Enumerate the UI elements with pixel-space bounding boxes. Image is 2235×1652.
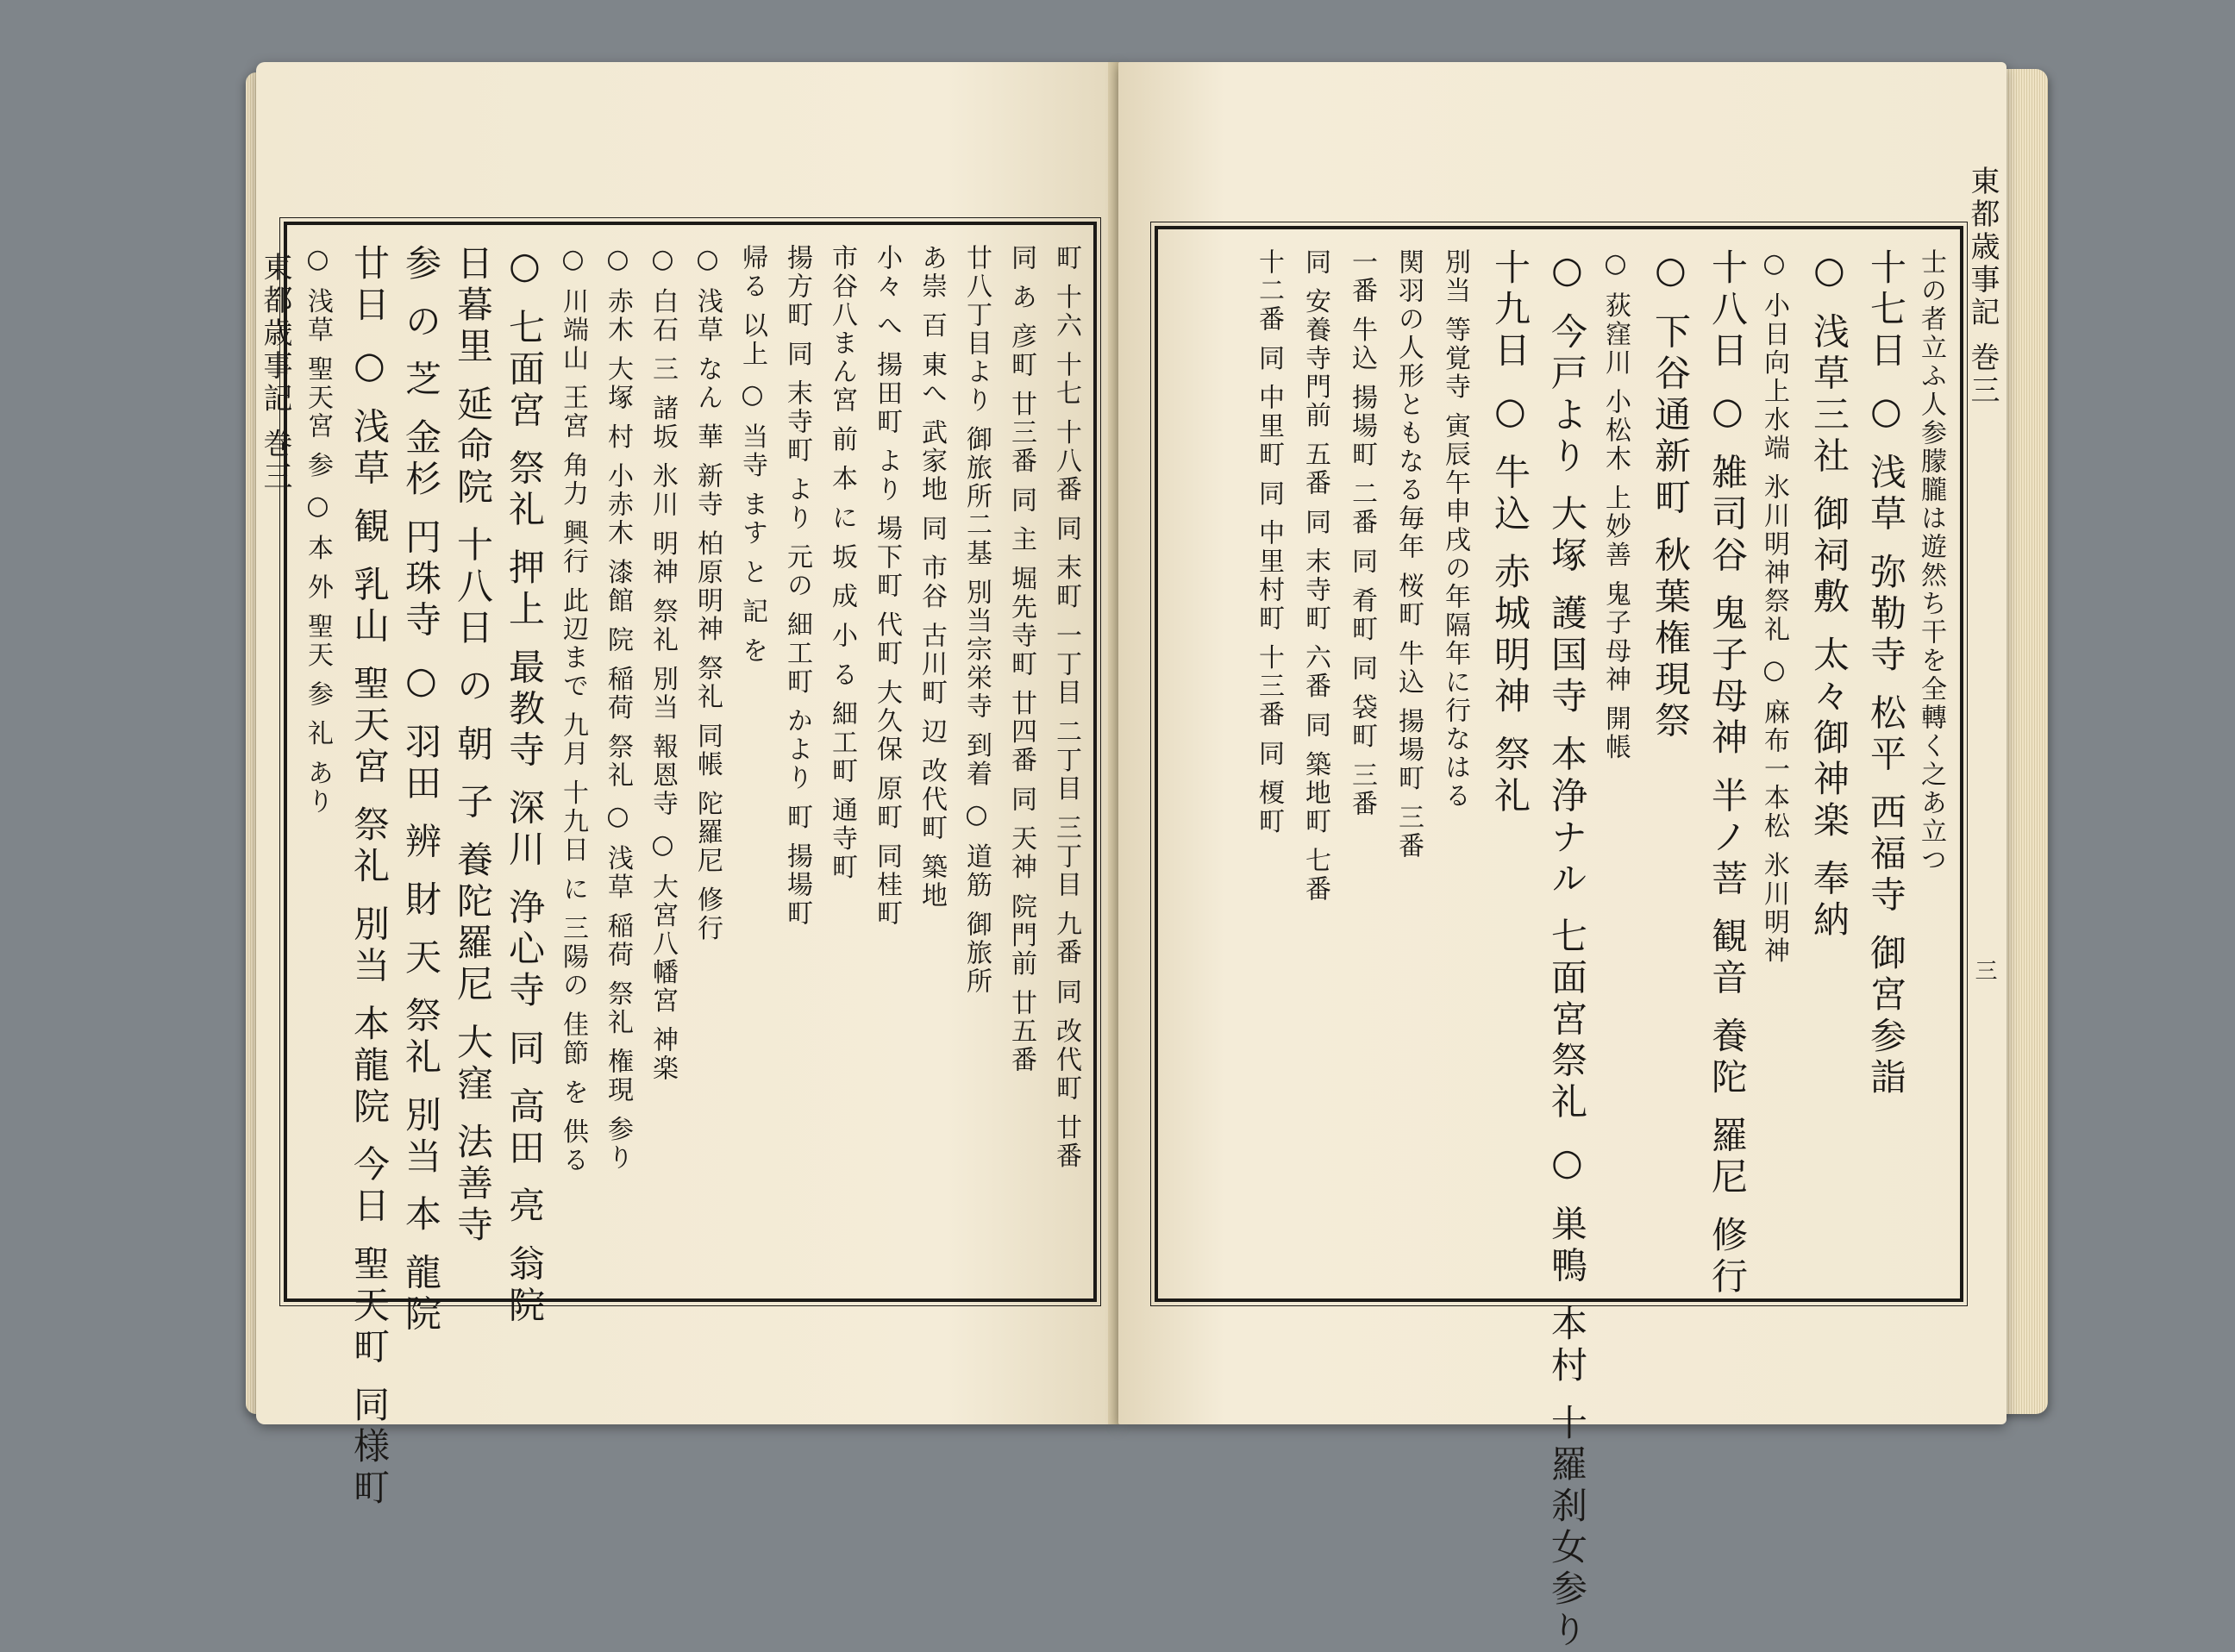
- left-margin-title: 東都歳事記 巻三: [258, 252, 292, 494]
- text-column: ○ 今戸より 大塚 護国寺 本浄ナル 七面宮祭礼 ○ 巣鴨 本村 十羅刹女参り: [1546, 248, 1588, 1652]
- text-column: 一番 牛込 揚場町 二番 同 肴町 同 袋町 三番: [1347, 248, 1377, 819]
- text-column: 廿八丁目より 御旅所二基 別当宗栄寺 到着 ○ 道筋 御旅所: [961, 244, 992, 997]
- right-text-frame: [1155, 226, 1963, 1652]
- text-column: ○ 荻窪川 小松木 上妙善 鬼子母神 開帳: [1600, 248, 1631, 762]
- text-column: ○ 浅草 なん 華 新寺 柏原明神 祭礼 同帳 陀羅尼 修行: [692, 244, 723, 943]
- text-column: 関羽の人形ともなる毎年 桜町 牛込 揚場町 三番: [1393, 248, 1424, 861]
- text-column: 市谷八まん宮 前 本 に 坂 成 小 る 細工町 通寺町: [827, 244, 857, 882]
- open-book: [246, 53, 2048, 1652]
- left-page: [256, 62, 1118, 1510]
- text-column: ○ 白石 三 諸坂 氷川 明神 祭礼 別当 報恩寺 ○ 大宮八幡宮 神楽: [648, 244, 678, 1083]
- text-column: ○ 浅草 聖天宮 参 ○ 本 外 聖天 参 礼 あり: [303, 244, 333, 817]
- text-column: ○ 赤木 大塚 村 小赤木 漆館 院 稲荷 祭礼 ○ 浅草 稲荷 祭礼 権現 参り: [603, 244, 633, 1173]
- text-column: 参 の 芝 金杉 円珠寺 ○ 羽田 辨 財 天 祭礼 別当 本 龍院: [400, 244, 442, 1336]
- text-column: あ崇 百 東へ 武家地 同 市谷 古川町 辺 改代町 築地: [917, 244, 947, 910]
- text-column: ○ 小日向上水端 氷川明神祭礼 ○ 麻布一本松 氷川明神: [1759, 248, 1789, 966]
- text-column: 別当 等覚寺 寅辰午申戌の年隔年に行なはる: [1440, 248, 1470, 811]
- text-column: 同 あ 彦町 廿三番 同 主 堀先寺町 廿四番 同 天神 院門前 廿五番: [1006, 244, 1036, 1074]
- text-column: ○ 浅草三社 御祠敷 太々御神楽 奉納: [1808, 248, 1850, 942]
- text-column: 十八日 ○ 雑司谷 鬼子母神 半ノ菩 観音 養陀 羅尼 修行: [1706, 248, 1749, 1298]
- text-column: ○ 川端山 王宮 角力 興行 此辺まで 九月 十九日 に 三陽の 佳節 を 供る: [558, 244, 588, 1175]
- right-margin-title: 東都歳事記 巻三: [1965, 166, 2000, 408]
- text-column: ○ 下谷通新町 秋葉権現祭: [1650, 248, 1692, 743]
- text-column: 廿日 ○ 浅草 観 乳山 聖天宮 祭礼 別当 本龍院 今日 聖天町 同様町: [348, 244, 391, 1510]
- right-page: [1118, 62, 2006, 1652]
- text-column: 十九日 ○ 牛込 赤城明神 祭礼: [1489, 248, 1531, 818]
- text-column: 帰る 以上 ○ 当寺 ます と 記 を: [737, 244, 767, 666]
- text-column: 十二番 同 中里町 同 中里村町 十三番 同 榎町: [1254, 248, 1284, 836]
- text-column: 日暮里 延命院 十八日 の 朝 子 養陀羅尼 大窪 法善寺: [452, 244, 494, 1247]
- folio-number: 三: [1971, 959, 1997, 981]
- text-column: 士の者立ふ人参朦朧は遊然ち干を全轉く之あ立つ: [1916, 248, 1946, 874]
- text-column: 十七日 ○ 浅草 弥勒寺 松平 西福寺 御宮参詣: [1865, 248, 1907, 1100]
- text-column: 小々 へ 揚田町 より 場下町 代町 大久保 原町 同桂町: [872, 244, 902, 929]
- text-column: 揚方町 同 末寺町 より 元の 細工町 かより 町 揚場町: [782, 244, 812, 929]
- left-text-frame: [284, 222, 1097, 1510]
- text-column: 町 十六 十七 十八番 同 末町 一丁目 二丁目 三丁目 九番 同 改代町 廿番: [1051, 244, 1081, 1171]
- text-column: ○ 七面宮 祭礼 押上 最教寺 深川 浄心寺 同 高田 亮 翁院: [504, 244, 546, 1328]
- text-column: 同 安養寺門前 五番 同 末寺町 六番 同 築地町 七番: [1300, 248, 1330, 904]
